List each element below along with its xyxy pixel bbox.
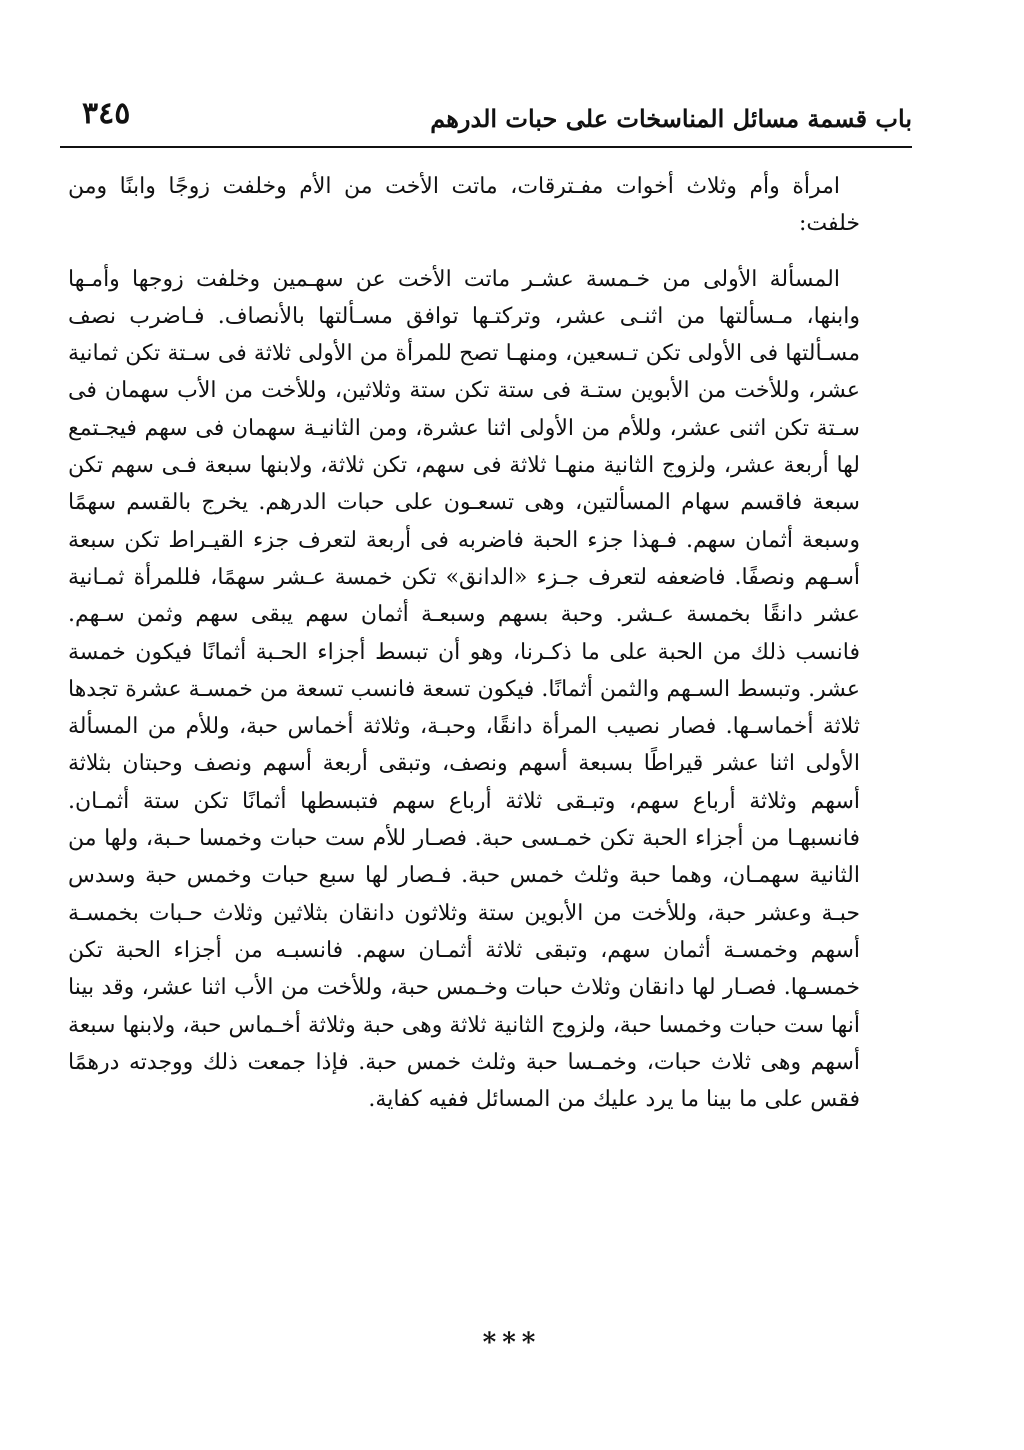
running-header bbox=[60, 96, 912, 144]
section-separator: *** bbox=[482, 1328, 542, 1358]
main-text bbox=[68, 168, 860, 1118]
chapter-title: باب قسمة مسائل المناسخات على حبات الدرهم bbox=[430, 104, 912, 133]
paragraph-solution: المسألة الأولى من خـمسة عشـر ماتت الأخت عن سهـمين وخلفت زوجها وأمـها وابنها، مـسألتها من اثنـى عشر، وتركتـها توافق مسـألتها بالأنصاف. فـاضرب نصف مسـألتها فى الأولى تكن تـسعين، ومنهـا تصح للمرأة من الأولى ثلاثة فى سـتة تكن ثمانية عشر، وللأخت من الأبوين ستـة فى ستة تكن ستة وثلاثين، وللأخت من الأب سهمان فى سـتة تكن اثنى عشر، وللأم من الأولى اثنا عشرة، ومن الثانيـة سهمان فى سهم فيجـتمع لها أربعة عشر، ولزوج الثانية منهـا ثلاثة فى سهم، تكن ثلاثة، ولابنها سبعة فـى سهم تكن سبعة فاقسم سهام المسألتين، وهى تسعـون على حبات الدرهم. يخرج بالقسم سهمًا وسبعة أثمان سهم. فـهذا جزء الحبة فاضربه فى أربعة لتعرف جزء القيـراط تكن سبعة أسـهم ونصفًا. فاضعفه لتعرف جـزء «الدانق» تكن خمسة عـشر سهمًا، فللمرأة ثمـانية عشر دانقًا بخمسة عـشر. وحبة بسهم وسبعـة أثمان سهم يبقى سهم وثمن سـهم. فانسب ذلك من الحبة على ما ذكـرنا، وهو أن تبسط أجزاء الحـبة أثمانًا فيكون خمسة عشر. وتبسط السـهم والثمن أثمانًا. فيكون تسعة فانسب تسعة من خمسـة عشرة تجدها ثلاثة أخماسـها. فصار نصيب المرأة دانقًا، وحبـة، وثلاثة أخماس حبة، وللأم من المسألة الأولى اثنا عشر قيراطًا بسبعة أسهم ونصف، وتبقى أربعة أسهم ونصف وحبتان بثلاثة أسهم وثلاثة أرباع سهم، وتبـقى ثلاثة أرباع سهم فتبسطها أثمانًا تكن ستة أثمـان. فانسبهـا من أجزاء الحبة تكن خمـسى حبة. فصـار للأم ست حبات وخمسا حـبة، ولها من الثانية سهمـان، وهما حبة وثلث خمس حبة. فـصار لها سبع حبات وخمس حبة وسدس حبـة وعشر حبة، وللأخت من الأبوين ستة وثلاثون دانقان بثلاثين وثلاث حـبات بخمسـة أسهم وخمسـة أثمان سهم، وتبقى ثلاثة أثمـان سهم. فانسبـه من أجزاء الحبة تكن خمسـها. فصـار لها دانقان وثلاث حبات وخـمس حبة، وللأخت من الأب اثنا عشر، وقد بينا أنها ست حبات وخمسا حبة، ولزوج الثانية ثلاثة وهى حبة وثلاثة أخـماس حبة، ولابنها سبعة أسهم وهى ثلاث حبات، وخمـسا حبة وثلث خمس حبة. فإذا جمعت ذلك ووجدته درهمًا فقس على ما بينا ما يرد عليك من المسائل ففيه كفاية. bbox=[68, 266, 861, 1113]
header-divider bbox=[60, 146, 912, 148]
paragraph-problem-statement: امرأة وأم وثلاث أخوات مفـترقات، ماتت الأخت من الأم وخلفت زوجًا وابنًا ومن خلفت: bbox=[68, 174, 860, 237]
page-number: ٣٤٥ bbox=[82, 96, 131, 131]
